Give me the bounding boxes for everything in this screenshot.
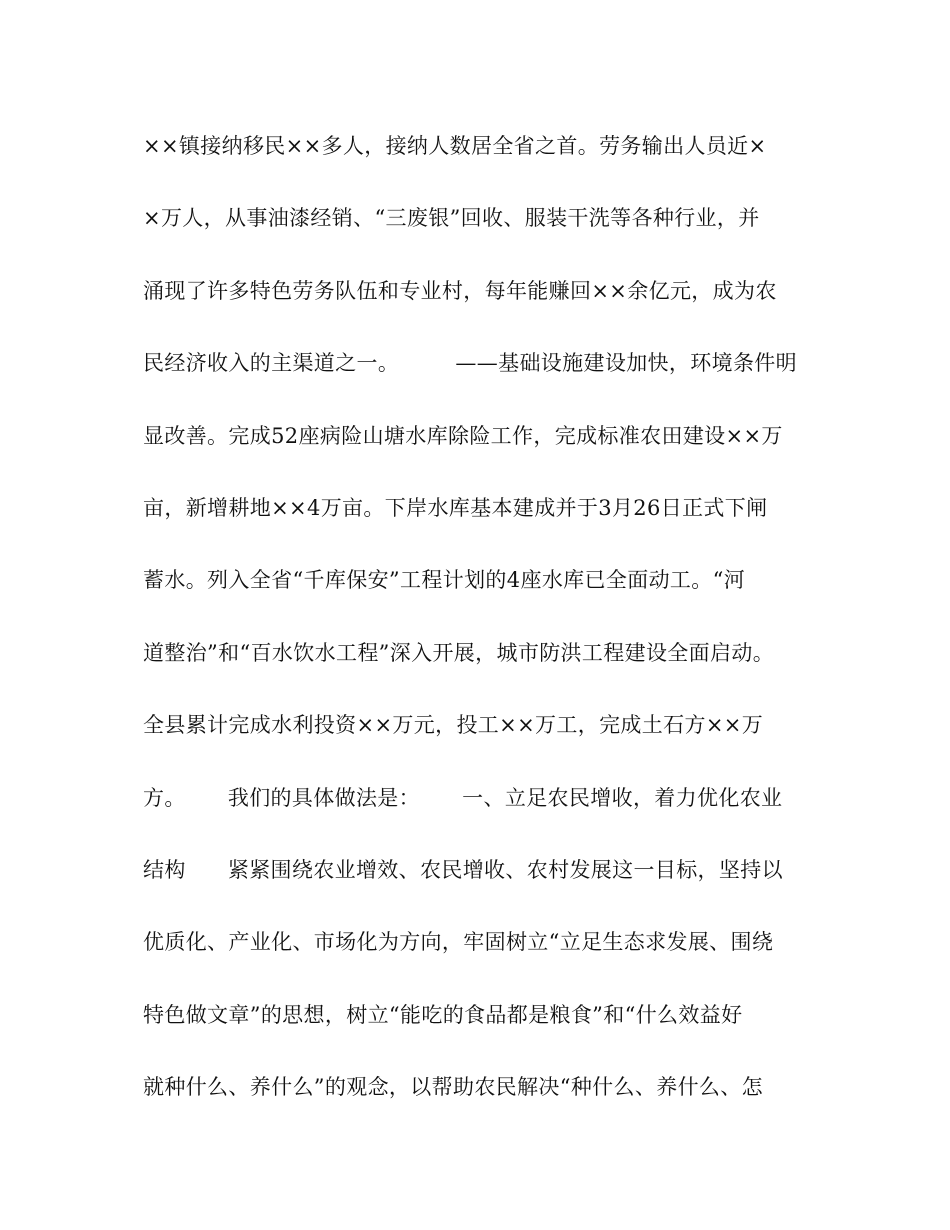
text-line: 民经济收入的主渠道之一。 ——基础设施建设加快，环境条件明 bbox=[143, 351, 797, 376]
text-line: 显改善。完成52座病险山塘水库除险工作，完成标准农田建设××万 bbox=[143, 423, 783, 448]
text-line: ××镇接纳移民××多人，接纳人数居全省之首。劳务输出人员近× bbox=[143, 134, 767, 158]
text-line: 特色做文章”的思想，树立“能吃的食品都是粮食”和“什么效益好 bbox=[143, 1002, 743, 1027]
text-line: 全县累计完成水利投资××万元，投工××万工，完成土石方××万 bbox=[143, 713, 764, 738]
text-line: 亩，新增耕地××4万亩。下岸水库基本建成并于3月26日正式下闸 bbox=[143, 495, 768, 520]
text-line: 就种什么、养什么”的观念，以帮助农民解决“种什么、养什么、怎 bbox=[143, 1075, 763, 1100]
text-line: 优质化、产业化、市场化为方向，牢固树立“立足生态求发展、围绕 bbox=[143, 930, 774, 955]
text-line: 道整治”和“百水饮水工程”深入开展，城市防洪工程建设全面启动。 bbox=[143, 640, 775, 665]
text-line: 方。 我们的具体做法是： 一、立足农民增收，着力优化农业 bbox=[143, 785, 783, 810]
text-line: 涌现了许多特色劳务队伍和专业村，每年能赚回××余亿元，成为农 bbox=[143, 278, 777, 303]
body-text bbox=[143, 124, 803, 1137]
text-line: 结构 紧紧围绕农业增效、农民增收、农村发展这一目标，坚持以 bbox=[143, 857, 783, 882]
text-line: 蓄水。列入全省“千库保安”工程计划的4座水库已全面动工。“河 bbox=[143, 568, 746, 593]
text-line: ×万人，从事油漆经销、“三废银”回收、服装干洗等各种行业，并 bbox=[143, 206, 760, 231]
